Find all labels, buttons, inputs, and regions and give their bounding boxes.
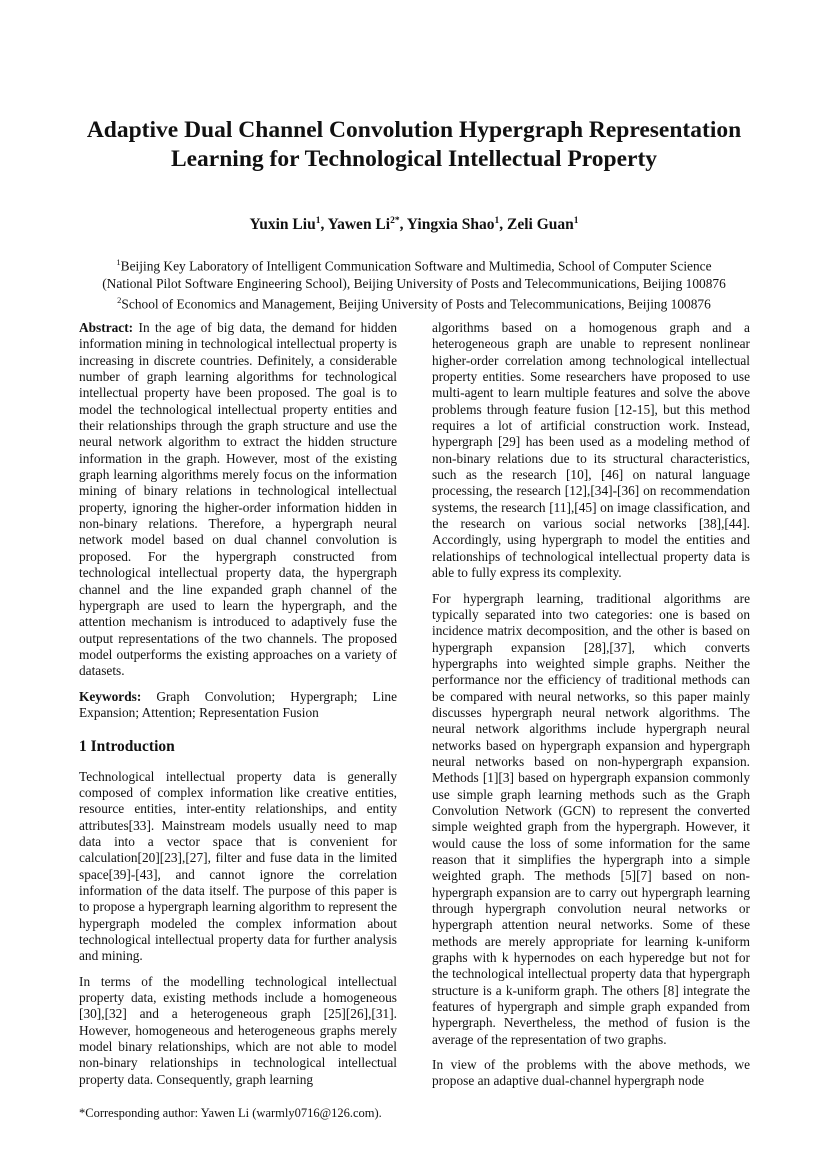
- affiliation-2: [40, 292, 788, 313]
- abstract: [79, 320, 397, 680]
- author-affil-mark: 1: [494, 216, 500, 226]
- author-affil-mark: 1: [573, 216, 579, 226]
- paper-title: Adaptive Dual Channel Convolution Hypergraph Representation Learning for Technological Intellectual Property: [86, 117, 742, 172]
- author-name: Yawen Li: [327, 216, 391, 234]
- abstract-label: Abstract:: [79, 320, 134, 335]
- author-list: Yuxin Liu$^1$, Yawen $Li^{2*}$, Yingxia Shao$^1$, Zeli Guan$^1$: [249, 216, 579, 234]
- author-name: Yuxin Liu: [249, 216, 316, 234]
- keywords-label: Keywords:: [79, 688, 142, 704]
- author-name: Zeli Guan: [507, 216, 574, 234]
- paragraph: Technological intellectual property data is generally composed of complex information like creative entities, resource entities, inter-entity relationships, and entity attributes[33]. Mainstream models usually need to map data into a vector space that is convenient for calculation[20][23],[27], filter and fuse data in the limited space[39]-[43], and cannot ignore the correlation information of the data itself. The purpose of this paper is to propose a hypergraph learning algorithm to represent the hypergraph modeled the complex information about technological intellectual property data for further analysis and mining.: [79, 768, 397, 964]
- affiliation-1: [40, 254, 788, 275]
- paragraph: In terms of the modelling technological intellectual property data, existing methods include a homogeneous [30],[32] and a heterogeneous graph [25][26],[31]. However, homogeneous and heterogeneous graphs merely model binary relationships, which are not able to model non-binary relationships in technological intellectual property data. Consequently, graph learning: [79, 973, 397, 1087]
- affiliation-1-cont: (National Pilot Software Engineering School), Beijing University of Posts and Telecommunications, Beijing 100876: [102, 275, 726, 291]
- affiliation-mark: 2: [117, 295, 122, 306]
- keywords: [79, 689, 397, 722]
- paragraph: algorithms based on a homogenous graph and a heterogeneous graph are unable to represent nonlinear higher-order correlation among technological intellectual property entities. Some researchers have proposed to use multi-agent to learn multiple features and solve the above problems through feature fusion [12-15], but this method requires a lot of artificial construction work. Instead, hypergraph [29] has been used as a modeling method of non-binary relations due to its structural characteristics, such as the research [10], [46] on natural language processing, the research [12],[34]-[36] on recommendation systems, the research [11],[45] on image classification, and the research on various social networks [38],[44]. Accordingly, using hypergraph to model the entities and relationships of technological intellectual property data is able to fully express its complexity.: [432, 320, 750, 581]
- section-heading: 1 Introduction: [79, 738, 175, 756]
- right-column: [432, 320, 750, 1099]
- left-column: [79, 320, 397, 1097]
- author-name: Yingxia Shao: [406, 216, 495, 234]
- paragraph: In view of the problems with the above methods, we propose an adaptive dual-channel hypergraph node: [432, 1057, 750, 1089]
- affiliation-mark: 1: [116, 257, 121, 267]
- keywords-text: Graph Convolution; Hypergraph; Line Expansion; Attention; Representation Fusion: [79, 688, 397, 720]
- affiliations: [40, 254, 788, 313]
- paragraph: For hypergraph learning, traditional algorithms are typically separated into two categories: one is based on incidence matrix decomposition, and the other is based on hypergraph expansion [28],[37], which converts hypergraphs into weighted simple graphs. Neither the performance nor the efficiency of traditional methods can be compared with neural networks, so this paper mainly discusses hypergraph neural network algorithms. The neural network algorithms include hypergraph neural networks based on hypergraph expansion and hypergraph neural networks based on non-hypergraph expansion. Methods [1][3] based on hypergraph expansion commonly use simple graph learning methods such as the Graph Convolution Network (GCN) to represent the converted simple weighted graph from the hypergraph. However, it would cause the loss of some information for the same reason that it simplifies the hypergraph into a simple weighted graph. The methods [5][7] based on non-hypergraph expansion are to carry out hypergraph learning through hypergraph convolution neural networks or hypergraph attention neural networks. Some of these methods are merely appropriate for learning k-uniform graphs with k hypernodes on each hyperedge but not for the technological intellectual property data that hypergraph structure is a k-uniform graph. The others [8] integrate the features of hypergraph and simple graph expanded from hypergraph. Nevertheless, the method of fusion is the average of the representation of two graphs.: [432, 590, 750, 1047]
- author-affil-mark: 2*: [390, 216, 400, 226]
- affiliation-line: School of Economics and Management, Beijing University of Posts and Telecommunications, Beijing 100876: [121, 296, 711, 312]
- affiliation-line: Beijing Key Laboratory of Intelligent Communication Software and Multimedia, School of Computer Science: [120, 258, 712, 274]
- corresponding-author-footnote: *Corresponding author: Yawen Li (warmly0716@126.com).: [79, 1106, 382, 1120]
- author-affil-mark: 1: [315, 216, 321, 226]
- abstract-text: In the age of big data, the demand for hidden information mining in technological intellectual property is increasing in discrete countries. Definitely, a considerable number of graph learning algorithms for technological intellectual property have been proposed. The goal is to model the technological intellectual property entities and their relationships through the graph structure and use the neural network algorithm to extract the hidden structure information in the graph. However, most of the existing graph learning algorithms merely focus on the information mining of binary relations in technological intellectual property, ignoring the higher-order information hidden in non-binary relations. Therefore, a hypergraph neural network model based on dual channel convolution is proposed. For the hypergraph constructed from technological intellectual property data, the hypergraph channel and the line expanded graph channel of the hypergraph are used to learn the hypergraph, and the attention mechanism is introduced to adaptively fuse the output representations of the two channels. The proposed model outperforms the existing approaches on a variety of datasets.: [79, 320, 397, 679]
